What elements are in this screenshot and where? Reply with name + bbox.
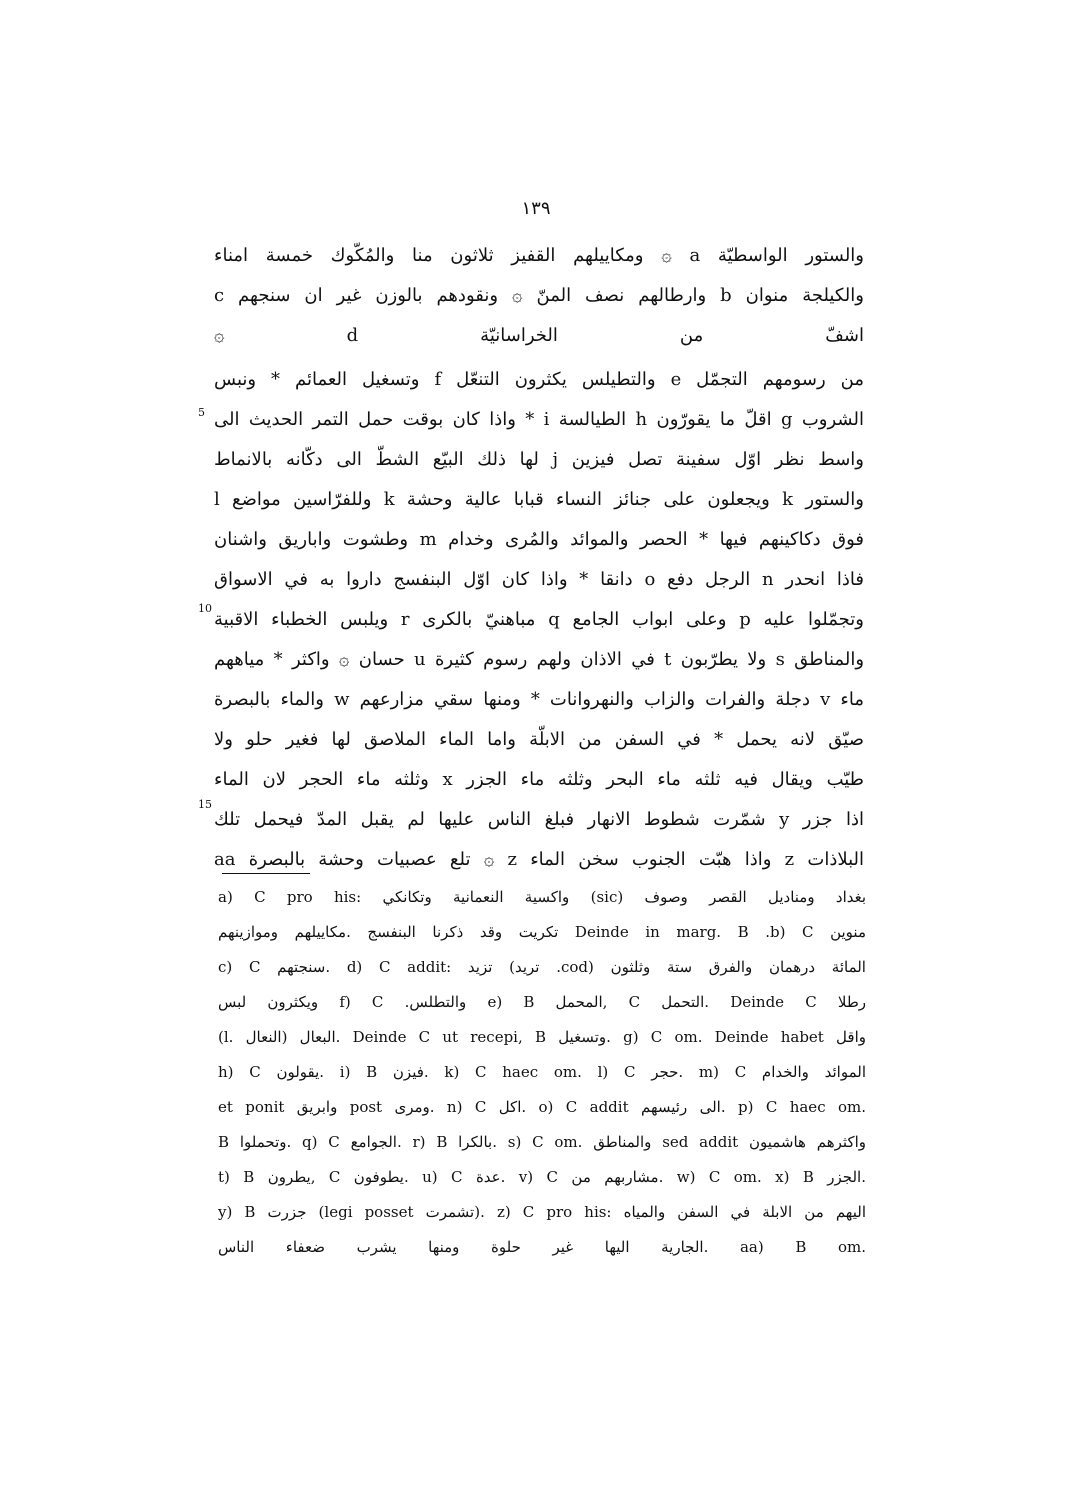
footnote-line: (l. النعال) البعال. Deinde C ut recepi, B وتسغيل. g) C om. Deinde habet واقل: [218, 1028, 866, 1046]
body-line: الشروب g اقلّ ما يقورّون h الطيالسة i * واذا كان بوقت حمل التمر الحديث الى: [214, 409, 864, 430]
body-line: ماء v دجلة والفرات والزاب والنهروانات * ومنها سقي مزارعهم w والماء بالبصرة: [214, 689, 864, 710]
line-number-15: 15: [198, 798, 212, 811]
footnote-line: B وتحملوا. q) C الجوامع. r) B بالكرا. s) C om. والمناطق sed addit واكثرهم هاشميون: [218, 1133, 866, 1151]
body-line: وتجمّلوا عليه p وعلى ابواب الجامع q مباهنيّ بالكرى r ويلبس الخطباء الاقبية: [214, 609, 864, 630]
page-number: ١٣٩: [521, 198, 551, 219]
footnote-line: y) B جزرت (legi posset تشمرت). z) C pro his: اليهم من الابلة في السفن والمياه: [218, 1203, 866, 1221]
footnote-line: تكريت وقد ذكرنا البنفسج .مكاييلهم وموازينهم Deinde in marg. B .b) C منوين: [218, 923, 866, 941]
footnote-line: t) B يطرون, C يطوفون. u) C عدة. v) C مشاربهم من. w) C om. x) B الجزر.: [218, 1168, 866, 1186]
line-number-10: 10: [198, 602, 212, 615]
footnote-line: a) C pro his: واكسية النعمانية وتكانكي (sic) بغداد ومناديل القصر وصوف: [218, 888, 866, 906]
footnote-line: et ponit وابريق post ومرى. n) C اكل. o) C addit الى رئيسهم. p) C haec om.: [218, 1098, 866, 1116]
footnote-line: c) C سنجتهم. d) C addit: تزيد (تريد .cod) المائة درهمان والفرق ستة وثلثون: [218, 958, 866, 976]
body-line: البلاذات z واذا هبّت الجنوب سخن الماء z ۞ تلع عصبيات وحشة بالبصرة aa: [214, 849, 864, 870]
body-line: من رسومهم التجمّل e والتطيلس يكثرون التنعّل f وتسغيل العمائم * ونبس: [214, 369, 864, 390]
body-line: والمناطق s ولا يطرّبون t في الاذان ولهم رسوم كثيرة u حسان ۞ واكثر * مياههم: [214, 649, 864, 670]
body-line: والستور الواسطيّة a ۞ ومكاييلهم القفيز ثلاثون منا والمُكّوك خمسة امناء: [214, 245, 864, 266]
body-line: فاذا انحدر n الرجل دفع o دانقا * واذا كان اوّل البنفسج داروا به في الاسواق: [214, 569, 864, 590]
body-line: واسط نظر اوّل سفينة تصل فيزين j لها ذلك البيّع الشطّ الى دكّانه بالانماط: [214, 449, 864, 470]
body-line: صيّق لانه يحمل * في السفن من الابلّة واما الماء الملاصق لها فغير حلو ولا: [214, 729, 864, 750]
body-line: طيّب ويقال فيه ثلثه ماء البحر وثلثه ماء الجزر x وثلثه ماء الحجر لان الماء: [214, 769, 864, 790]
footnote-line: الجارية اليها غير حلوة ومنها يشرب ضعفاء الناس. aa) B om.: [218, 1238, 866, 1256]
body-line: والكيلجة منوان b وارطالهم نصف المنّ ۞ ونقودهم بالوزن غير ان سنجهم c: [214, 285, 864, 306]
footnotes: [218, 880, 866, 1265]
body-line: اذا جزر y شمّرت شطوط الانهار فبلغ الناس عليها لم يقبل المدّ فيحمل تلك: [214, 809, 864, 830]
body-line: والستور k ويجعلون على جنائز النساء قبابا عالية وحشة k وللفرّاسين مواضع l: [214, 489, 864, 510]
footnote-line: ويكثرون لبس f) C .والتطلس e) B المحمل, C التحمل. Deinde C رطلا: [218, 993, 866, 1011]
footnote-line: h) C يقولون. i) B فيزن. k) C haec om. l) C حجر. m) C الموائد والخدام: [218, 1063, 866, 1081]
body-text: [214, 236, 864, 356]
footnote-separator: [222, 873, 310, 874]
body-line: اشفّ من الخراسانيّة d ۞: [214, 325, 864, 346]
line-number-5: 5: [198, 406, 205, 419]
body-line: فوق دكاكينهم فيها * الحصر والموائد والمُرى وخدام m وطشوت واباريق واشنان: [214, 529, 864, 550]
body-text-main: [214, 360, 864, 880]
